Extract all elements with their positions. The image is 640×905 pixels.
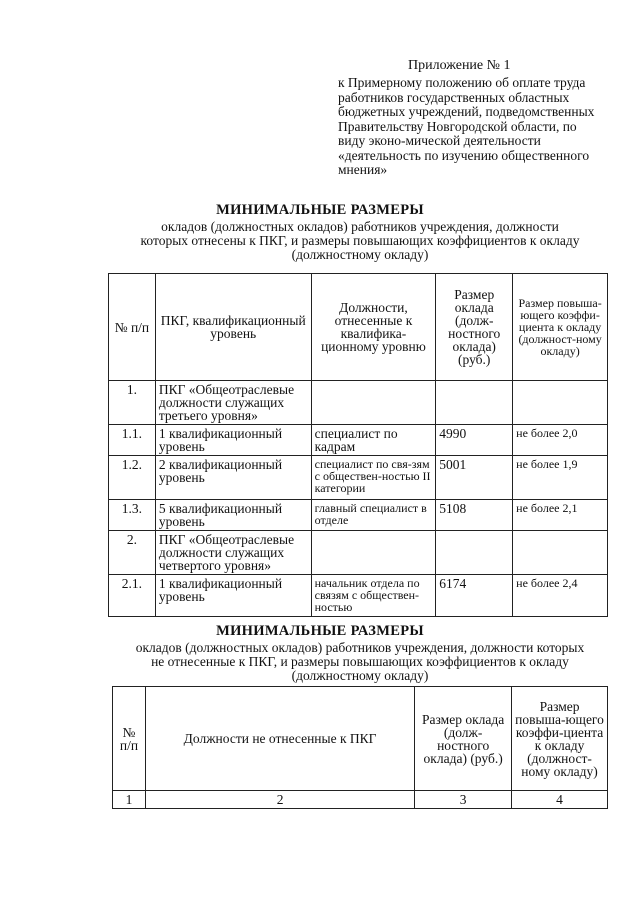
header-positions: Должности, отнесенные к квалифика-ционному уровню <box>311 274 436 381</box>
row-salary: 4990 <box>436 425 513 456</box>
row-positions: начальник отдела по связям с обществен-ностью <box>311 575 436 617</box>
row-pkg: 2 квалификационный уровень <box>155 456 311 500</box>
row-coef <box>513 381 608 425</box>
non-pkg-table <box>112 686 608 809</box>
row-positions: специалист по свя-зям с обществен-ностью II категории <box>311 456 436 500</box>
col-number: 3 <box>415 791 512 809</box>
table-row <box>109 500 608 531</box>
row-num: 1.1. <box>109 425 156 456</box>
row-num: 1.3. <box>109 500 156 531</box>
appendix-title: Приложение № 1 <box>408 58 511 73</box>
section1-heading: МИНИМАЛЬНЫЕ РАЗМЕРЫ <box>216 202 424 218</box>
row-pkg: 1 квалификационный уровень <box>155 575 311 617</box>
row-salary: 5108 <box>436 500 513 531</box>
row-positions: специалист по кадрам <box>311 425 436 456</box>
row-salary <box>436 381 513 425</box>
row-num: 1.2. <box>109 456 156 500</box>
section2-heading: МИНИМАЛЬНЫЕ РАЗМЕРЫ <box>216 623 424 639</box>
pkg-table <box>108 273 608 617</box>
row-num: 1. <box>109 381 156 425</box>
col-number: 4 <box>512 791 608 809</box>
row-num: 2. <box>109 531 156 575</box>
row-pkg: ПКГ «Общеотраслевые должности служащих третьего уровня» <box>155 381 311 425</box>
non-pkg-table-header <box>113 687 608 791</box>
appendix-body: к Примерному положению об оплате труда работников государственных областных бюджетных учреждений, подведомственных Правительству Новгородской области, по виду эконо-мической деятельности «деятельность по изучению общественного мнения» <box>338 75 595 177</box>
row-pkg: 1 квалификационный уровень <box>155 425 311 456</box>
header-coef: Размер повыша-ющего коэффи-циента к окладу (должност-ному окладу) <box>513 274 608 381</box>
row-coef: не более 2,1 <box>513 500 608 531</box>
header-coef: Размер повыша-ющего коэффи-циента к окладу (должност-ному окладу) <box>512 687 608 791</box>
row-pkg: 5 квалификационный уровень <box>155 500 311 531</box>
row-coef <box>513 531 608 575</box>
row-salary: 5001 <box>436 456 513 500</box>
row-pkg: ПКГ «Общеотраслевые должности служащих четвертого уровня» <box>155 531 311 575</box>
section1-subheading: окладов (должностных окладов) работников учреждения, должности которых отнесены к ПКГ, и размеры повышающих коэффициентов к окладу (должностному окладу) <box>140 219 580 262</box>
table-row <box>109 456 608 500</box>
row-salary: 6174 <box>436 575 513 617</box>
row-positions <box>311 381 436 425</box>
header-salary: Размер оклада (долж-ностного оклада) (руб.) <box>415 687 512 791</box>
section2-subheading: окладов (должностных окладов) работников учреждения, должности которых не отнесенные к ПКГ, и размеры повышающих коэффициентов к окладу (должностному окладу) <box>135 640 585 683</box>
col-number: 1 <box>113 791 146 809</box>
col-number: 2 <box>145 791 414 809</box>
header-num: № п/п <box>113 687 146 791</box>
header-num: № п/п <box>109 274 156 381</box>
row-coef: не более 2,0 <box>513 425 608 456</box>
header-pkg: ПКГ, квалификационный уровень <box>155 274 311 381</box>
header-salary: Размер оклада (долж-ностного оклада) (руб.) <box>436 274 513 381</box>
pkg-table-header <box>109 274 608 381</box>
header-positions: Должности не отнесенные к ПКГ <box>145 687 414 791</box>
row-positions <box>311 531 436 575</box>
table-row <box>109 381 608 425</box>
row-coef: не более 2,4 <box>513 575 608 617</box>
numbering-row <box>113 791 608 809</box>
table-row <box>109 425 608 456</box>
row-coef: не более 1,9 <box>513 456 608 500</box>
table-row <box>109 575 608 617</box>
row-num: 2.1. <box>109 575 156 617</box>
table-row <box>109 531 608 575</box>
row-positions: главный специалист в отделе <box>311 500 436 531</box>
row-salary <box>436 531 513 575</box>
